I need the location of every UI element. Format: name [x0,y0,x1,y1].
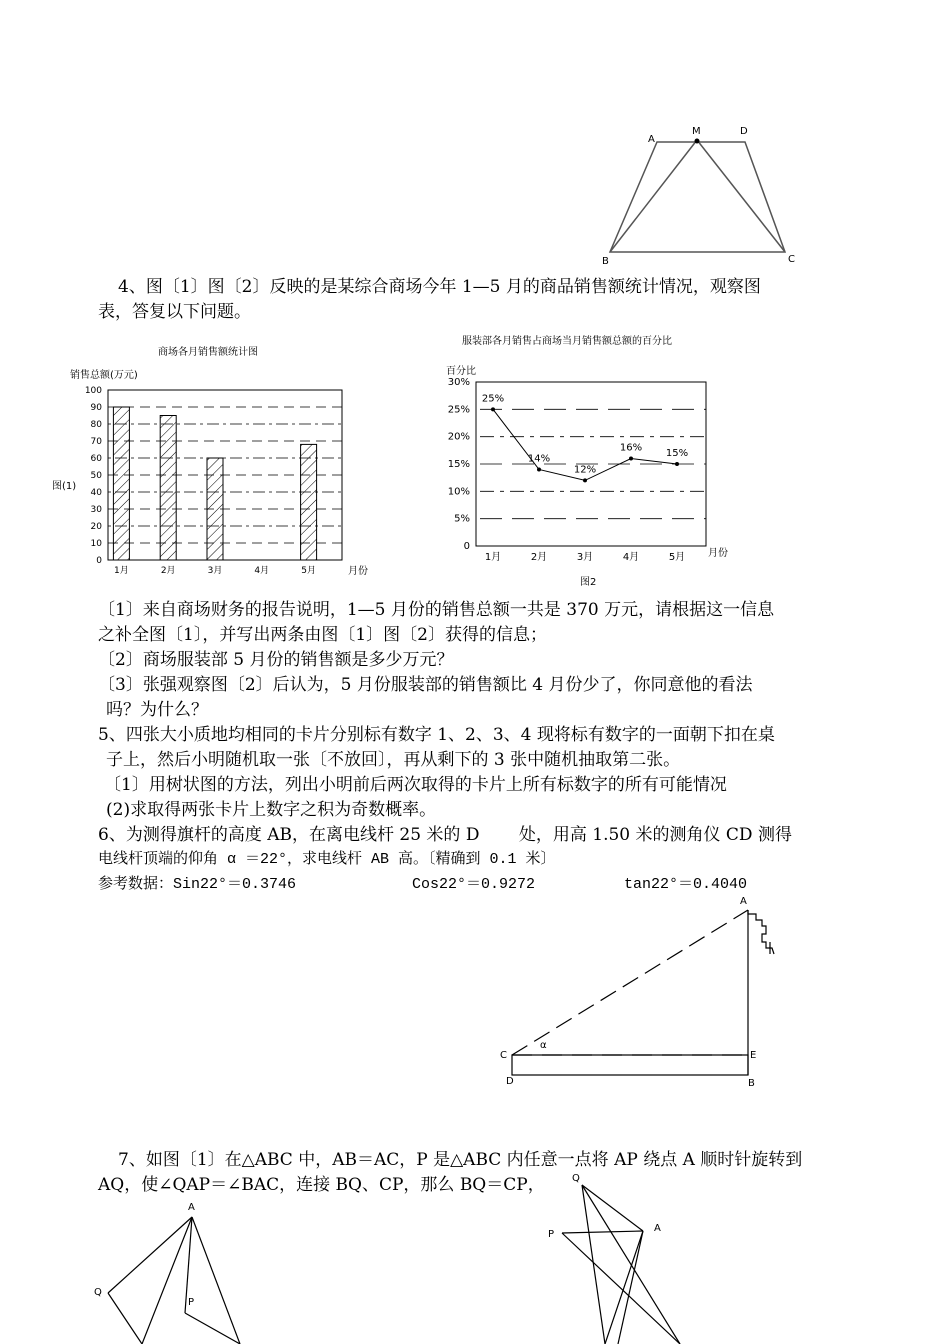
pole-label-E: E [750,1050,757,1061]
q7-figure-1 [80,1195,280,1344]
line-chart [440,330,760,595]
q5-line1: 5、四张大小质地均相同的卡片分别标有数字 1、2、3、4 现将标有数字的一面朝下扣在桌 [98,725,775,745]
line-chart-ytick: 30% [447,377,470,388]
bar-chart-bar [207,458,223,560]
bar-chart-bar [301,444,317,560]
q7-fig1-label-Q: Q [94,1287,102,1298]
q4-sub3a: 〔3〕张强观察图〔2〕后认为，5 月份服装部的销售额比 4 月份少了，你同意他的看法 [98,675,753,695]
q6-ref-tan: tan22°＝0.4040 [624,876,748,893]
bar-chart-ytick: 30 [90,505,102,515]
bar-chart-xtick: 2月 [160,566,176,576]
line-chart-data-label: 16% [619,442,643,454]
q6-ref-sin: 参考数据：Sin22°＝0.3746 [98,876,297,893]
bar-chart-xlabel: 月份 [348,566,368,577]
pole-figure [490,890,800,1100]
q7-line2: AQ，使∠QAP＝∠BAC，连接 BQ、CP，那么 BQ＝CP， [98,1175,545,1195]
line-chart-xtick: 5月 [668,552,686,563]
line-chart-data-label: 12% [573,464,597,476]
q6-line1: 6、为测得旗杆的高度 AB，在离电线杆 25 米的 D 处，用高 1.50 米的测角仪 CD 测得 [98,825,792,845]
bar-chart-bar [113,407,129,560]
label-C: C [788,254,795,265]
bar-chart-side-label: 图(1) [52,481,77,492]
line-chart-data-label: 15% [665,448,689,459]
line-chart-title: 服装部各月销售占商场当月销售额总额的百分比 [462,336,672,347]
bar-chart-ytick: 60 [90,454,102,464]
bar-chart-bar [160,416,176,561]
line-chart-point [537,467,541,471]
line-chart-point [629,457,633,461]
bar-chart-xtick: 1月 [114,566,129,576]
line-chart-ytick: 0 [463,541,470,552]
line-chart-caption: 图2 [580,577,597,588]
bar-chart-ytick: 50 [90,471,102,481]
bar-chart-xtick: 4月 [254,566,270,576]
pole-label-A: A [740,896,747,907]
line-chart-xtick: 4月 [622,552,640,563]
q4-sub1a: 〔1〕来自商场财务的报告说明，1—5 月份的销售总额一共是 370 万元，请根据这一信息 [98,600,775,620]
bar-chart-ytick: 0 [96,556,102,566]
label-B: B [602,256,609,267]
line-chart-ylabel: 百分比 [446,366,476,377]
line-chart-ytick: 25% [447,404,470,416]
line-chart-data-label: 14% [527,453,551,465]
bar-chart-ytick: 40 [90,488,102,498]
q6-line2: 电线杆顶端的仰角 α ＝22°，求电线杆 AB 高。〔精确到 0.1 米〕 [98,851,556,868]
line-chart-ytick: 20% [447,431,470,443]
label-M: M [692,126,701,137]
pole-label-C: C [500,1050,507,1061]
q4-line2: 表，答复以下问题。 [98,302,251,322]
line-chart-xtick: 2月 [530,552,548,563]
trapezoid-figure [590,120,810,270]
q7-fig1-label-P: P [188,1297,195,1308]
line-chart-ytick: 10% [447,486,470,498]
bar-chart-ytick: 100 [84,386,102,396]
line-chart-xtick: 3月 [576,552,594,563]
line-chart-point [675,462,679,466]
bar-chart-title: 商场各月销售额统计图 [158,347,258,358]
q7-line1: 7、如图〔1〕在△ABC 中，AB＝AC，P 是△ABC 内任意一点将 AP 绕点 A 顺时针旋转到 [118,1150,803,1170]
q7-figure-2 [540,1165,710,1344]
q5-line3: 〔1〕用树状图的方法，列出小明前后两次取得的卡片上所有标数字的所有可能情况 [104,775,727,795]
label-D: D [740,126,748,137]
line-chart-point [583,478,587,482]
q7-fig2-label-P: P [548,1229,555,1240]
line-chart-point [491,407,495,411]
bar-chart-ytick: 10 [90,539,102,549]
pole-label-alpha: α [540,1040,547,1051]
bar-chart-ytick: 80 [90,420,102,430]
pole-label-B: B [748,1078,755,1089]
line-chart-data-label: 25% [481,393,505,405]
bar-chart-ytick: 90 [90,403,102,413]
line-chart-xtick: 1月 [484,552,502,563]
q4-sub2: 〔2〕商场服装部 5 月份的销售额是多少万元？ [98,650,454,670]
label-A: A [648,134,655,145]
pole-label-D: D [506,1076,514,1087]
q4-sub1b: 之补全图〔1〕，并写出两条由图〔1〕图〔2〕获得的信息； [98,625,547,645]
line-chart-ytick: 5% [454,513,470,525]
bar-chart-xtick: 3月 [207,566,223,576]
q7-fig2-label-Q: Q [572,1173,580,1184]
q4-line1: 4、图〔1〕图〔2〕反映的是某综合商场今年 1—5 月的商品销售额统计情况，观察图 [118,277,761,297]
line-chart-xlabel: 月份 [708,548,728,559]
line-chart-ytick: 15% [447,459,470,470]
bar-chart-xtick: 5月 [301,566,316,576]
bar-chart-ytick: 70 [90,437,102,447]
q6-ref-cos: Cos22°＝0.9272 [412,876,536,893]
bar-chart-ylabel: 销售总额(万元) [70,370,138,381]
bar-chart-ytick: 20 [90,522,102,532]
q4-sub3b: 吗？为什么？ [106,700,208,720]
q5-line4: (2)求取得两张卡片上数字之积为奇数概率。 [106,800,437,820]
bar-chart [50,340,390,585]
q7-fig1-label-A: A [188,1202,195,1213]
q5-line2: 子上，然后小明随机取一张〔不放回〕，再从剩下的 3 张中随机抽取第二张。 [106,750,681,770]
q7-fig2-label-A: A [654,1223,661,1234]
